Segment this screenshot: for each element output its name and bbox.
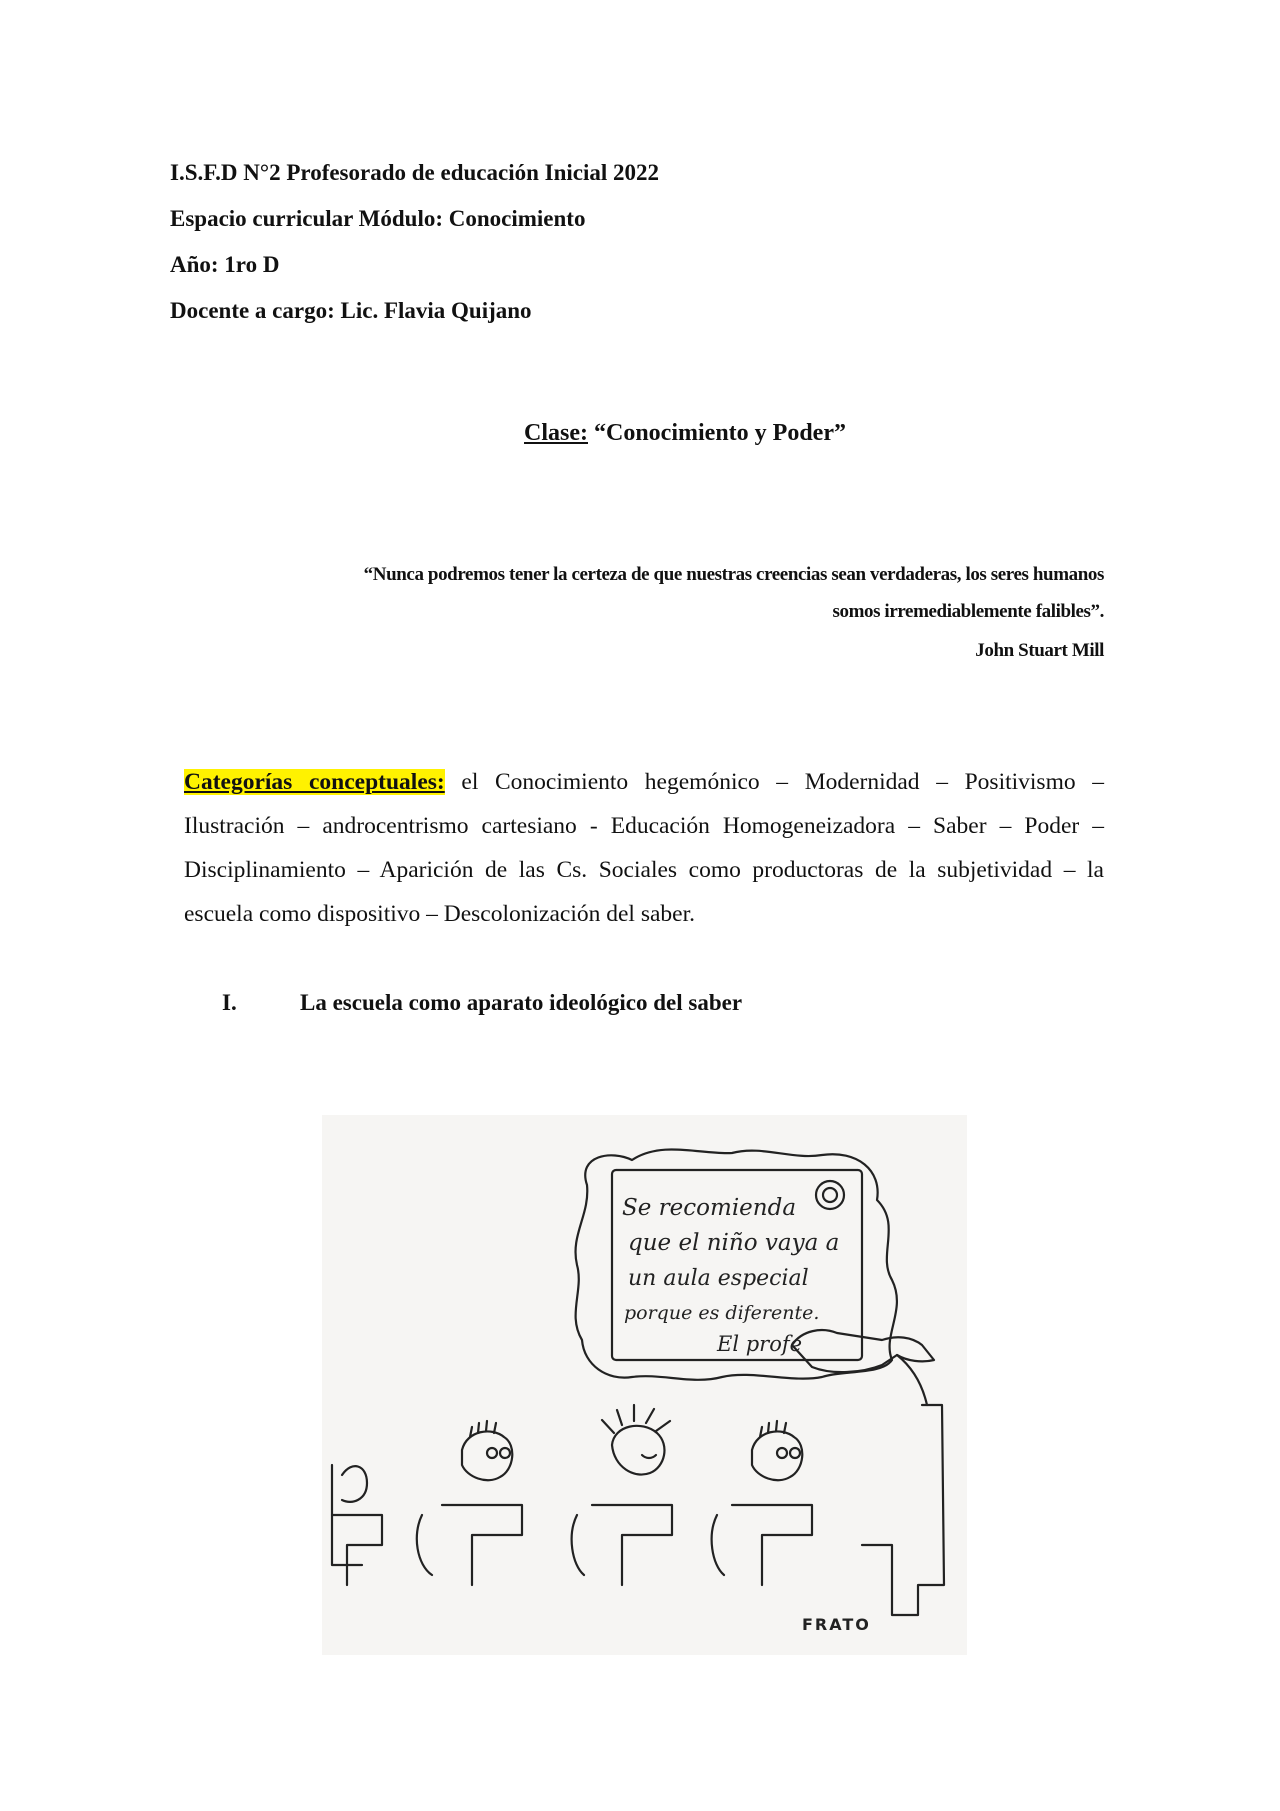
class-title <box>0 420 1280 447</box>
board-line-1: Se recomienda <box>622 1195 797 1221</box>
teacher-line: Docente a cargo: Lic. Flavia Quijano <box>170 298 532 323</box>
quote-line-2: somos irremediablemente falibles”. <box>832 601 1104 622</box>
curricular-space-line: Espacio curricular Módulo: Conocimiento <box>170 206 586 231</box>
teacher-desk <box>862 1405 944 1615</box>
document-header <box>170 150 1070 334</box>
year-line: Año: 1ro D <box>170 252 280 277</box>
section-number: I. <box>222 990 237 1015</box>
categories-label: Categorías conceptuales: <box>184 769 445 795</box>
conceptual-categories-paragraph <box>184 760 1104 936</box>
board-line-2: que el niño vaya a <box>628 1230 840 1256</box>
child-1 <box>342 1466 367 1502</box>
cartoon-drawing <box>322 1115 967 1655</box>
section-heading <box>222 990 742 1016</box>
quote-author: John Stuart Mill <box>975 640 1104 661</box>
institution-line: I.S.F.D N°2 Profesorado de educación Inicial 2022 <box>170 160 660 185</box>
class-label: Clase: <box>524 420 588 446</box>
class-title-text: “Conocimiento y Poder” <box>594 420 846 446</box>
board-line-4: porque es diferente. <box>624 1302 820 1324</box>
epigraph-quote <box>184 556 1104 666</box>
board-line-5: El profe <box>717 1332 803 1356</box>
cartoon-signature: FRATO <box>802 1615 871 1634</box>
section-title: La escuela como aparato ideológico del saber <box>300 990 743 1015</box>
child-3 <box>612 1426 664 1475</box>
board-line-3: un aula especial <box>628 1266 809 1291</box>
board-seal-icon <box>816 1181 844 1209</box>
categories-text: el Conocimiento hegemónico – Modernidad – Positivismo – Ilustración – androcentrismo cartesiano - Educación Homogeneizadora – Saber – Poder – Disciplinamiento – Aparición de las Cs. Sociales como productoras de la subjetividad – la escuela como dispositivo – Descolonización del saber. <box>184 769 1105 927</box>
cartoon-illustration <box>322 1115 967 1655</box>
quote-line-1: “Nunca podremos tener la certeza de que nuestras creencias sean verdaderas, los seres humanos <box>363 564 1104 585</box>
